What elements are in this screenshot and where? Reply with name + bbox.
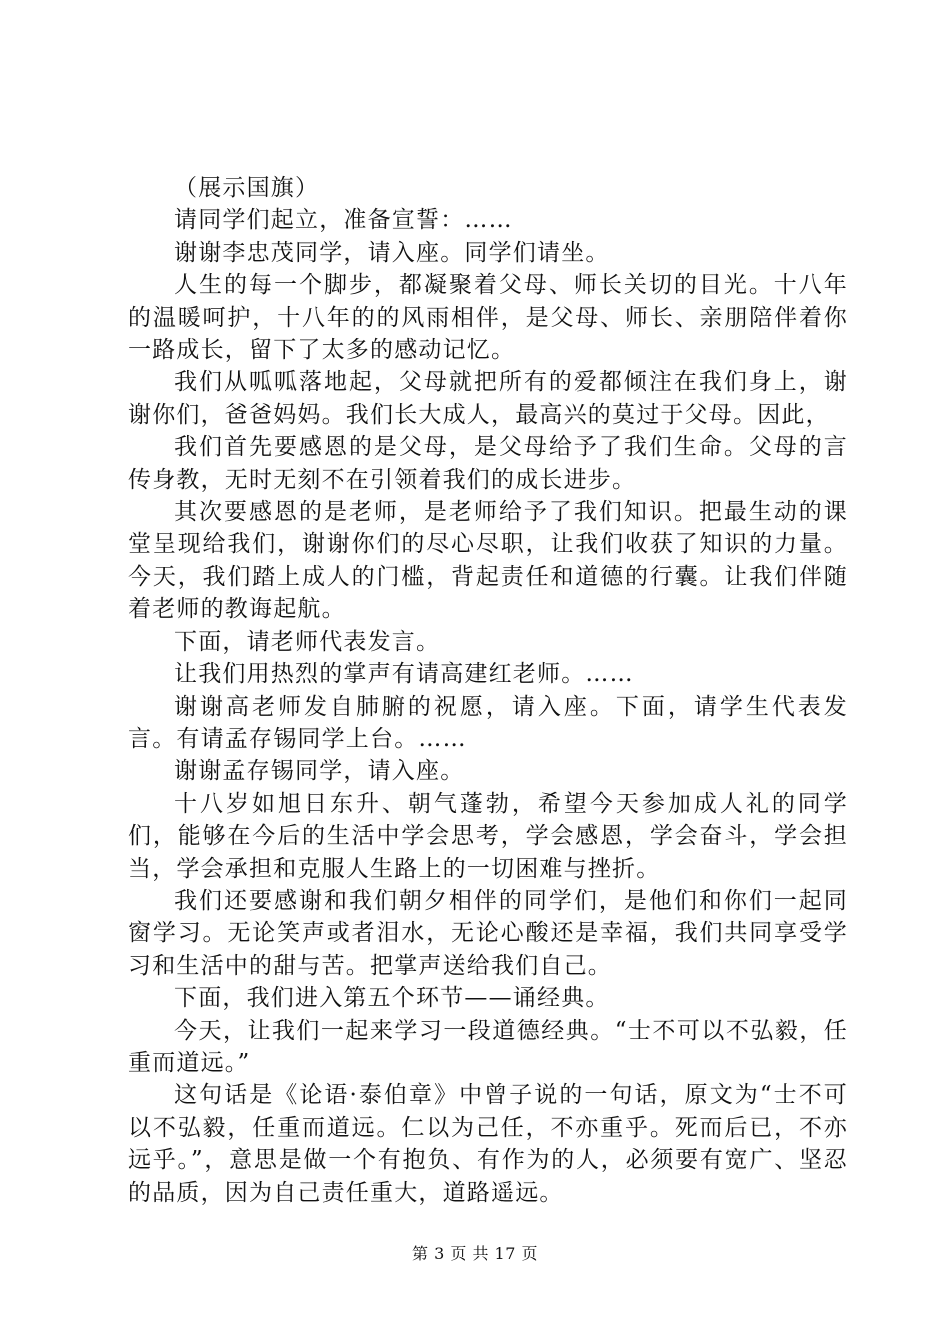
paragraph: 我们还要感谢和我们朝夕相伴的同学们，是他们和你们一起同窗学习。无论笑声或者泪水，无论心酸还是幸福，我们共同享受学习和生活中的甜与苦。把掌声送给我们自己。 [128,887,848,979]
paragraph: 这句话是《论语·泰伯章》中曾子说的一句话，原文为“士不可以不弘毅，任重而道远。仁以为己任，不亦重乎。死而后已，不亦远乎。”，意思是做一个有抱负、有作为的人，必须要有宽广、坚忍的品质，因为自己责任重大，道路遥远。 [128,1082,848,1206]
paragraph: 其次要感恩的是老师，是老师给予了我们知识。把最生动的课堂呈现给我们，谢谢你们的尽心尽职，让我们收获了知识的力量。今天，我们踏上成人的门槛，背起责任和道德的行囊。让我们伴随着老师的教诲起航。 [128,499,848,623]
paragraph: 请同学们起立，准备宣誓：…… [174,207,513,234]
paragraph: （展示国旗） [174,175,320,201]
paragraph: 十八岁如旭日东升、朝气蓬勃，希望今天参加成人礼的同学们，能够在今后的生活中学会思考，学会感恩，学会奋斗，学会担当，学会承担和克服人生路上的一切困难与挫折。 [128,790,848,882]
document-body [128,172,848,1209]
paragraph: 今天，让我们一起来学习一段道德经典。“士不可以不弘毅，任重而道远。” [128,1017,848,1076]
paragraph: 下面，我们进入第五个环节——诵经典。 [174,985,610,1012]
paragraph: 我们首先要感恩的是父母，是父母给予了我们生命。父母的言传身教，无时无刻不在引领着我们的成长进步。 [128,434,848,493]
paragraph: 谢谢高老师发自肺腑的祝愿，请入座。下面，请学生代表发言。有请孟存锡同学上台。…… [128,693,848,752]
page-number-footer: 第 3 页 共 17 页 [412,1244,538,1263]
paragraph: 谢谢孟存锡同学，请入座。 [174,758,465,785]
paragraph: 下面，请老师代表发言。 [174,628,441,655]
paragraph: 人生的每一个脚步，都凝聚着父母、师长关切的目光。十八年的温暖呵护，十八年的的风雨相伴，是父母、师长、亲朋陪伴着你一路成长，留下了太多的感动记忆。 [128,272,848,364]
paragraph: 我们从呱呱落地起，父母就把所有的爱都倾注在我们身上，谢谢你们，爸爸妈妈。我们长大成人，最高兴的莫过于父母。因此， [128,369,848,428]
paragraph: 谢谢李忠茂同学，请入座。同学们请坐。 [174,239,610,266]
paragraph: 让我们用热烈的掌声有请高建红老师。…… [174,661,634,688]
